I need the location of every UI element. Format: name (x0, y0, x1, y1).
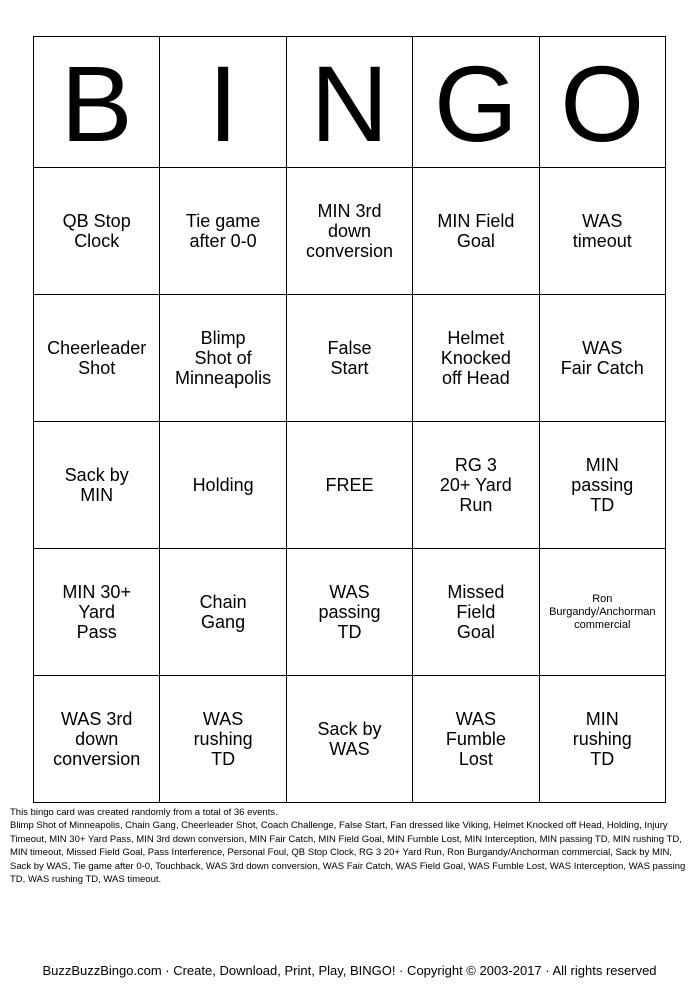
header-letter-o: O (539, 37, 665, 168)
bingo-cell (286, 295, 412, 422)
bingo-cell (413, 676, 539, 803)
bingo-row-1 (34, 168, 666, 295)
bingo-cell (539, 295, 665, 422)
bingo-cell (539, 549, 665, 676)
bingo-cell (286, 168, 412, 295)
bingo-cell (539, 676, 665, 803)
bingo-cell (413, 549, 539, 676)
cell-label: False Start (327, 338, 372, 378)
cell-label: Cheerleader Shot (47, 338, 147, 378)
bingo-cell (413, 295, 539, 422)
cell-label: WAS 3rd down conversion (53, 709, 141, 769)
cell-label: Blimp Shot of Minneapolis (175, 328, 272, 388)
bingo-cell (413, 168, 539, 295)
header-letter-i: I (160, 37, 286, 168)
cell-label: MIN rushing TD (572, 709, 632, 769)
cell-label: Sack by WAS (317, 719, 382, 759)
cell-label: MIN 30+ Yard Pass (62, 582, 131, 642)
cell-label: Sack by MIN (64, 465, 129, 505)
free-space-cell (286, 422, 412, 549)
bingo-cell (160, 295, 286, 422)
footer-copyright: BuzzBuzzBingo.com · Create, Download, Print, Play, BINGO! · Copyright © 2003-2017 · All rights reserved (42, 963, 657, 978)
bingo-cell (539, 168, 665, 295)
cell-label: WAS Fair Catch (560, 338, 644, 378)
bingo-cell (34, 168, 160, 295)
cell-label: QB Stop Clock (62, 211, 131, 251)
bingo-row-4 (34, 549, 666, 676)
cell-label: Tie game after 0-0 (185, 211, 261, 251)
cell-label: RG 3 20+ Yard Run (439, 455, 512, 515)
bingo-cell (413, 422, 539, 549)
bingo-cell (160, 422, 286, 549)
event-list-note (10, 806, 690, 886)
cell-label: WAS timeout (572, 211, 632, 251)
header-letter-n: N (286, 37, 412, 168)
bingo-cell (34, 295, 160, 422)
bingo-row-3 (34, 422, 666, 549)
cell-label: WAS Fumble Lost (445, 709, 506, 769)
bingo-cell (34, 676, 160, 803)
note-event-list: Blimp Shot of Minneapolis, Chain Gang, Cheerleader Shot, Coach Challenge, False Start, Fan dressed like Viking, Helmet Knocked off Head, Holding, Injury Timeout, MIN 30+ Yard Pass, MIN 3rd down conversion, MIN Fair Catch, MIN Field Goal, MIN Fumble Lost, MIN Interception, MIN passing TD, MIN rushing TD, MIN timeout, Missed Field Goal, Pass Interference, Personal Foul, QB Stop Clock, RG 3 20+ Yard Run, Ron Burgandy/Anchorman commercial, Sack by MIN, Sack by WAS, Tie game after 0-0, Touchback, WAS 3rd down conversion, WAS Fair Catch, WAS Field Goal, WAS Fumble Lost, WAS Interception, WAS passing TD, WAS rushing TD, WAS timeout. (10, 820, 686, 886)
cell-label: Missed Field Goal (447, 582, 505, 642)
bingo-cell (160, 676, 286, 803)
bingo-row-2 (34, 295, 666, 422)
cell-label: MIN passing TD (571, 455, 634, 515)
cell-label: MIN 3rd down conversion (305, 201, 393, 261)
cell-label: Helmet Knocked off Head (440, 328, 511, 388)
free-space-label: FREE (325, 475, 374, 495)
cell-label: Chain Gang (199, 592, 247, 632)
bingo-row-5 (34, 676, 666, 803)
header-letter-g: G (413, 37, 539, 168)
bingo-cell (160, 168, 286, 295)
bingo-card (33, 36, 666, 803)
cell-label: Ron Burgandy/Anchorman commercial (549, 592, 656, 631)
cell-label: Holding (192, 475, 254, 495)
note-intro: This bingo card was created randomly from a total of 36 events. (10, 807, 278, 818)
bingo-cell (286, 676, 412, 803)
bingo-cell (286, 549, 412, 676)
bingo-cell (34, 422, 160, 549)
bingo-header-row (34, 37, 666, 168)
cell-label: WAS rushing TD (193, 709, 253, 769)
bingo-cell (160, 549, 286, 676)
cell-label: WAS passing TD (318, 582, 381, 642)
cell-label: MIN Field Goal (437, 211, 515, 251)
bingo-cell (539, 422, 665, 549)
header-letter-b: B (34, 37, 160, 168)
bingo-cell (34, 549, 160, 676)
